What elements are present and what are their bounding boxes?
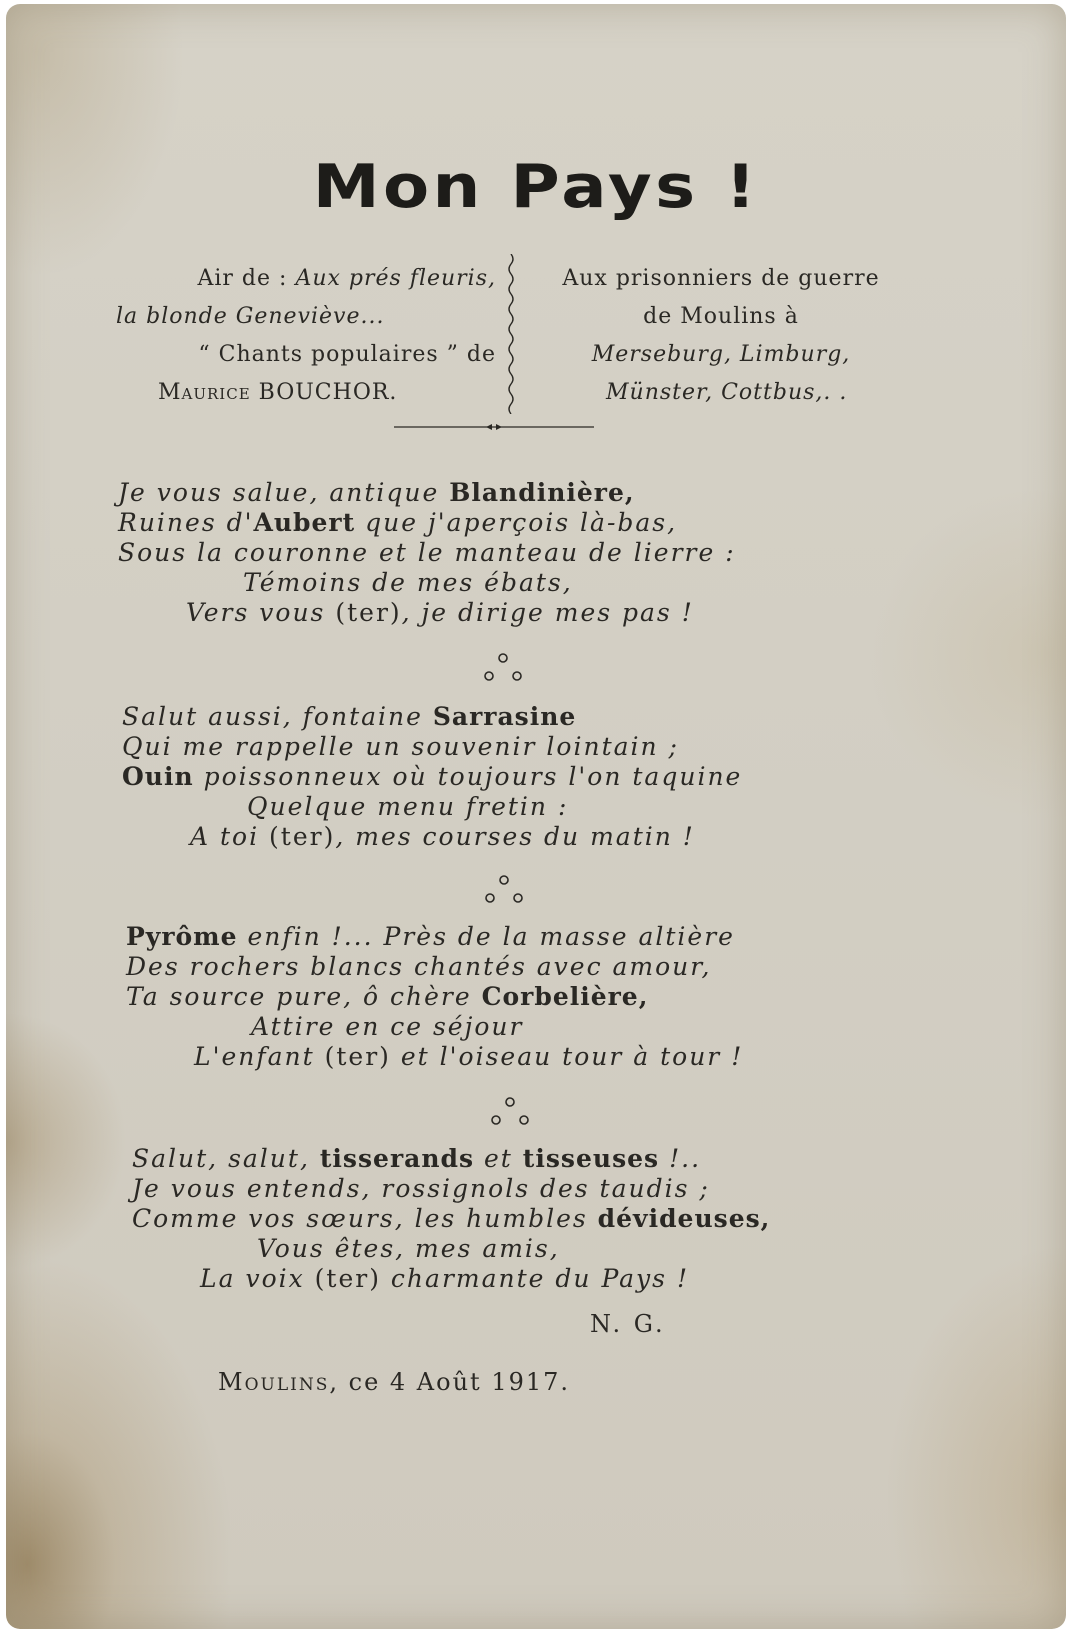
dedication-line-2: de Moulins à <box>643 304 799 329</box>
verse-line <box>132 1234 770 1264</box>
verse-text: , mes courses du matin ! <box>335 822 695 851</box>
signature: N. G. <box>590 1310 666 1338</box>
verse-text: , je dirige mes pas ! <box>401 598 694 627</box>
verse-text: que j'aperçois là-bas, <box>355 508 678 537</box>
tune-line-3: “ Chants populaires ” de <box>198 342 496 367</box>
verse-line <box>118 598 736 628</box>
verse-text: Quelque menu fretin : <box>247 792 569 821</box>
place-name: Pyrôme <box>126 922 238 951</box>
verse-line <box>132 1264 770 1294</box>
verse-text: Je vous salue, antique <box>118 478 450 507</box>
ornament-rule <box>394 422 594 432</box>
verse-text: Comme vos sœurs, les humbles <box>132 1204 598 1233</box>
verse-line <box>132 1204 770 1234</box>
verse-text: et l'oiseau tour à tour ! <box>390 1042 744 1071</box>
verse-line <box>126 1042 743 1072</box>
verse-line <box>132 1144 770 1174</box>
repeat-mark: (ter) <box>269 822 336 851</box>
dateline-date: ce 4 Août 1917. <box>339 1368 571 1396</box>
verse-line <box>122 732 742 762</box>
verse-line <box>118 568 736 598</box>
place-name: tisseuses <box>522 1144 660 1173</box>
verse-text: La voix <box>200 1264 315 1293</box>
verse-text: Vous êtes, mes amis, <box>257 1234 560 1263</box>
stanza-3 <box>126 922 743 1072</box>
repeat-mark: (ter) <box>324 1042 391 1071</box>
postcard <box>6 4 1066 1629</box>
verse-text: Salut, salut, <box>132 1144 320 1173</box>
tune-attribution <box>116 260 496 412</box>
wavy-divider <box>506 254 516 414</box>
dedication-cities-1: Merseburg, Limburg, <box>591 342 851 367</box>
author-last-name: BOUCHOR. <box>258 380 398 405</box>
tune-subtitle: la blonde Geneviève... <box>116 304 385 329</box>
verse-line <box>126 1012 743 1042</box>
repeat-mark: (ter) <box>314 1264 381 1293</box>
stanza-2 <box>122 702 742 852</box>
verse-text: Ruines d' <box>118 508 254 537</box>
verse-text: Ta source pure, ô chère <box>126 982 482 1011</box>
verse-text: Attire en ce séjour <box>251 1012 524 1041</box>
verse-text: enfin !... Près de la masse altière <box>237 922 735 951</box>
place-name: Ouin <box>122 762 194 791</box>
verse-text: Je vous entends, rossignols des taudis ; <box>132 1174 710 1203</box>
stanza-4 <box>132 1144 770 1294</box>
dedication <box>526 260 916 412</box>
author-first-name: Maurice <box>158 380 251 405</box>
stanza-1 <box>118 478 736 628</box>
place-name: Sarrasine <box>432 702 577 731</box>
verse-text: Sous la couronne et le manteau de lierre : <box>118 538 736 567</box>
place-name: tisserands <box>319 1144 475 1173</box>
verse-line <box>122 822 742 852</box>
verse-text: A toi <box>190 822 270 851</box>
place-name: dévideuses, <box>597 1204 771 1233</box>
dedication-cities-2: Münster, Cottbus,. . <box>606 380 848 405</box>
tune-title: Aux prés fleuris, <box>295 266 496 291</box>
verse-line <box>126 922 743 952</box>
verse-line <box>126 952 743 982</box>
verse-text: Salut aussi, fontaine <box>122 702 433 731</box>
dateline-place: Moulins, <box>218 1368 339 1396</box>
place-name: Blandinière, <box>449 478 635 507</box>
verse-text: et <box>474 1144 523 1173</box>
verse-line <box>132 1174 770 1204</box>
verse-text: Vers vous <box>186 598 336 627</box>
dateline <box>218 1368 570 1396</box>
repeat-mark: (ter) <box>335 598 402 627</box>
tune-author <box>116 374 496 412</box>
poem-title: Mon Pays ! <box>312 152 760 222</box>
verse-line <box>118 538 736 568</box>
verse-text: Qui me rappelle un souvenir lointain ; <box>122 732 679 761</box>
verse-line <box>118 508 736 538</box>
verse-text: L'enfant <box>194 1042 325 1071</box>
verse-text: charmante du Pays ! <box>380 1264 689 1293</box>
verse-text: Des rochers blancs chantés avec amour, <box>126 952 712 981</box>
place-name: Corbelière, <box>481 982 649 1011</box>
asterism-icon <box>473 650 533 686</box>
asterism-icon <box>480 1094 540 1130</box>
verse-line <box>122 702 742 732</box>
place-name: Aubert <box>253 508 356 537</box>
verse-text: Témoins de mes ébats, <box>243 568 573 597</box>
verse-line <box>122 762 742 792</box>
asterism-icon <box>474 872 534 908</box>
verse-line <box>126 982 743 1012</box>
verse-text: !.. <box>659 1144 702 1173</box>
tune-line-2 <box>116 298 496 336</box>
verse-text: poissonneux où toujours l'on taquine <box>193 762 743 791</box>
verse-line <box>122 792 742 822</box>
tune-line-1 <box>116 260 496 298</box>
dedication-line-1: Aux prisonniers de guerre <box>562 266 880 291</box>
dedication-line-4 <box>526 374 916 412</box>
dedication-line-3 <box>526 336 916 374</box>
tune-prefix: Air de : <box>197 266 296 291</box>
verse-line <box>118 478 736 508</box>
